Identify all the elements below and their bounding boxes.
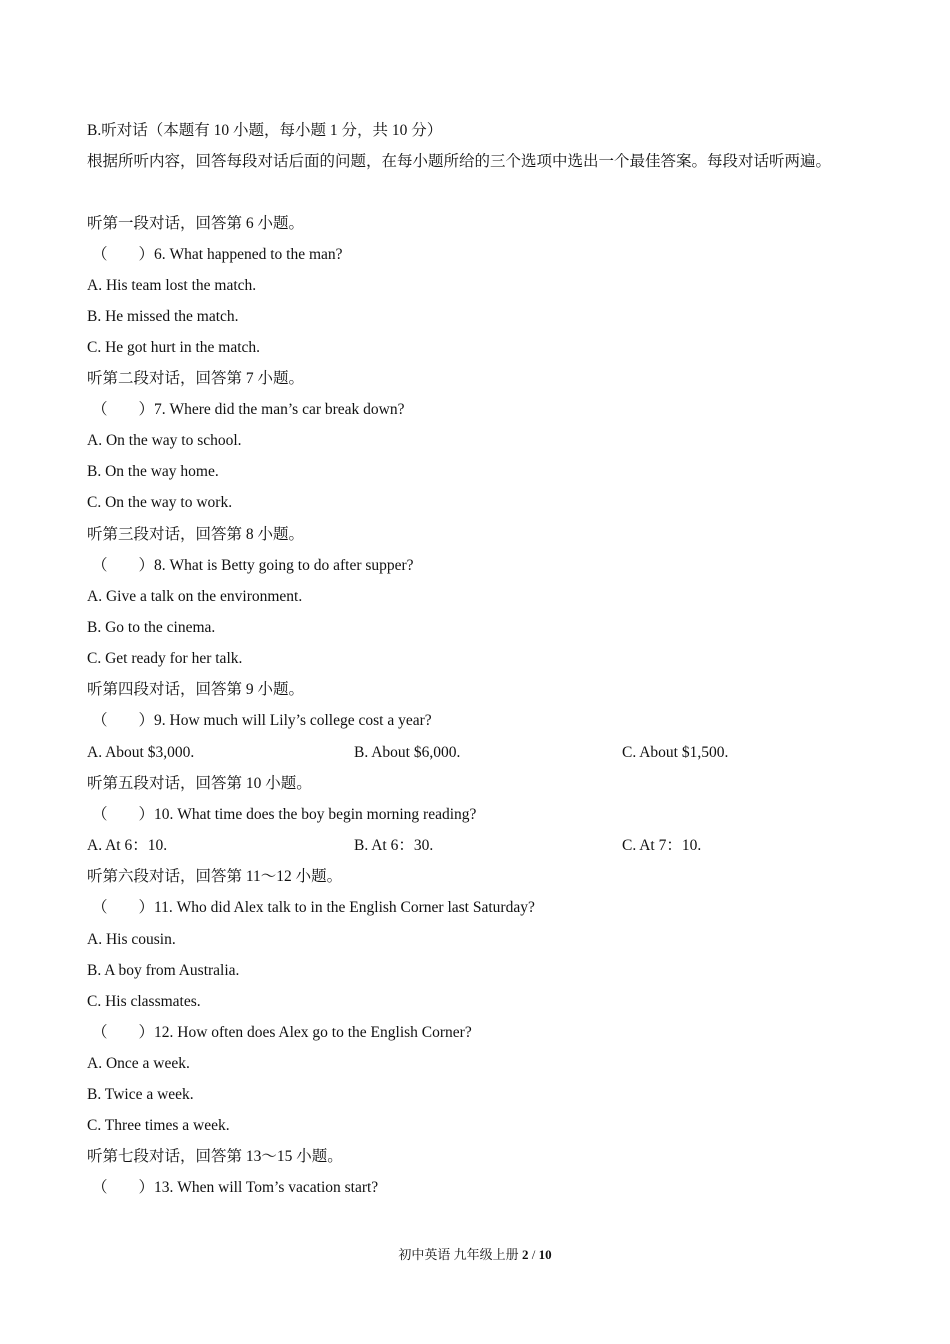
option: C. His classmates.	[87, 993, 201, 1010]
options-row	[87, 836, 702, 856]
dialogue-intro: 听第一段对话，回答第 6 小题。	[87, 215, 305, 232]
option: B. A boy from Australia.	[87, 962, 240, 979]
option: C. Three times a week.	[87, 1117, 230, 1134]
option: A. Once a week.	[87, 1055, 190, 1072]
question-stem: （ ）6. What happened to the man?	[92, 246, 343, 263]
page-total: 10	[538, 1247, 552, 1262]
option: A. At 6：10.	[87, 837, 168, 854]
question-stem: （ ）8. What is Betty going to do after supper?	[92, 557, 414, 574]
option: A. About $3,000.	[87, 744, 195, 761]
option: A. On the way to school.	[87, 432, 242, 449]
dialogue-intro: 听第七段对话，回答第 13～15 小题。	[87, 1148, 343, 1165]
option: B. About $6,000.	[354, 744, 461, 761]
option: C. On the way to work.	[87, 494, 233, 511]
section-heading: B.听对话（本题有 10 小题，每小题 1 分，共 10 分）	[87, 122, 443, 139]
question-stem: （ ）9. How much will Lily’s college cost a year?	[92, 712, 432, 729]
option: C. At 7：10.	[622, 837, 702, 854]
page-footer	[0, 1246, 950, 1264]
option: A. His cousin.	[87, 931, 176, 948]
option: A. Give a talk on the environment.	[87, 588, 303, 605]
section-instructions: 根据所听内容，回答每段对话后面的问题，在每小题所给的三个选项中选出一个最佳答案。每段对话听两遍。	[87, 153, 832, 170]
page-number: 2	[521, 1247, 529, 1262]
option: B. At 6：30.	[354, 837, 434, 854]
options-row	[87, 743, 729, 763]
dialogue-intro: 听第四段对话，回答第 9 小题。	[87, 681, 305, 698]
footer-label: 初中英语 九年级上册	[398, 1247, 519, 1262]
option: B. On the way home.	[87, 463, 219, 480]
option: B. Go to the cinema.	[87, 619, 216, 636]
question-stem: （ ）13. When will Tom’s vacation start?	[92, 1179, 379, 1196]
dialogue-intro: 听第二段对话，回答第 7 小题。	[87, 370, 305, 387]
question-stem: （ ）11. Who did Alex talk to in the English Corner last Saturday?	[92, 899, 535, 916]
dialogue-intro: 听第六段对话，回答第 11～12 小题。	[87, 868, 343, 885]
question-stem: （ ）10. What time does the boy begin morning reading?	[92, 806, 477, 823]
page-separator: /	[531, 1247, 536, 1262]
question-stem: （ ）12. How often does Alex go to the English Corner?	[92, 1024, 472, 1041]
option: C. Get ready for her talk.	[87, 650, 243, 667]
dialogue-intro: 听第三段对话，回答第 8 小题。	[87, 526, 305, 543]
option: B. He missed the match.	[87, 308, 239, 325]
option: B. Twice a week.	[87, 1086, 194, 1103]
question-stem: （ ）7. Where did the man’s car break down?	[92, 401, 405, 418]
option: C. He got hurt in the match.	[87, 339, 261, 356]
option: A. His team lost the match.	[87, 277, 257, 294]
option: C. About $1,500.	[622, 744, 729, 761]
dialogue-intro: 听第五段对话，回答第 10 小题。	[87, 775, 312, 792]
